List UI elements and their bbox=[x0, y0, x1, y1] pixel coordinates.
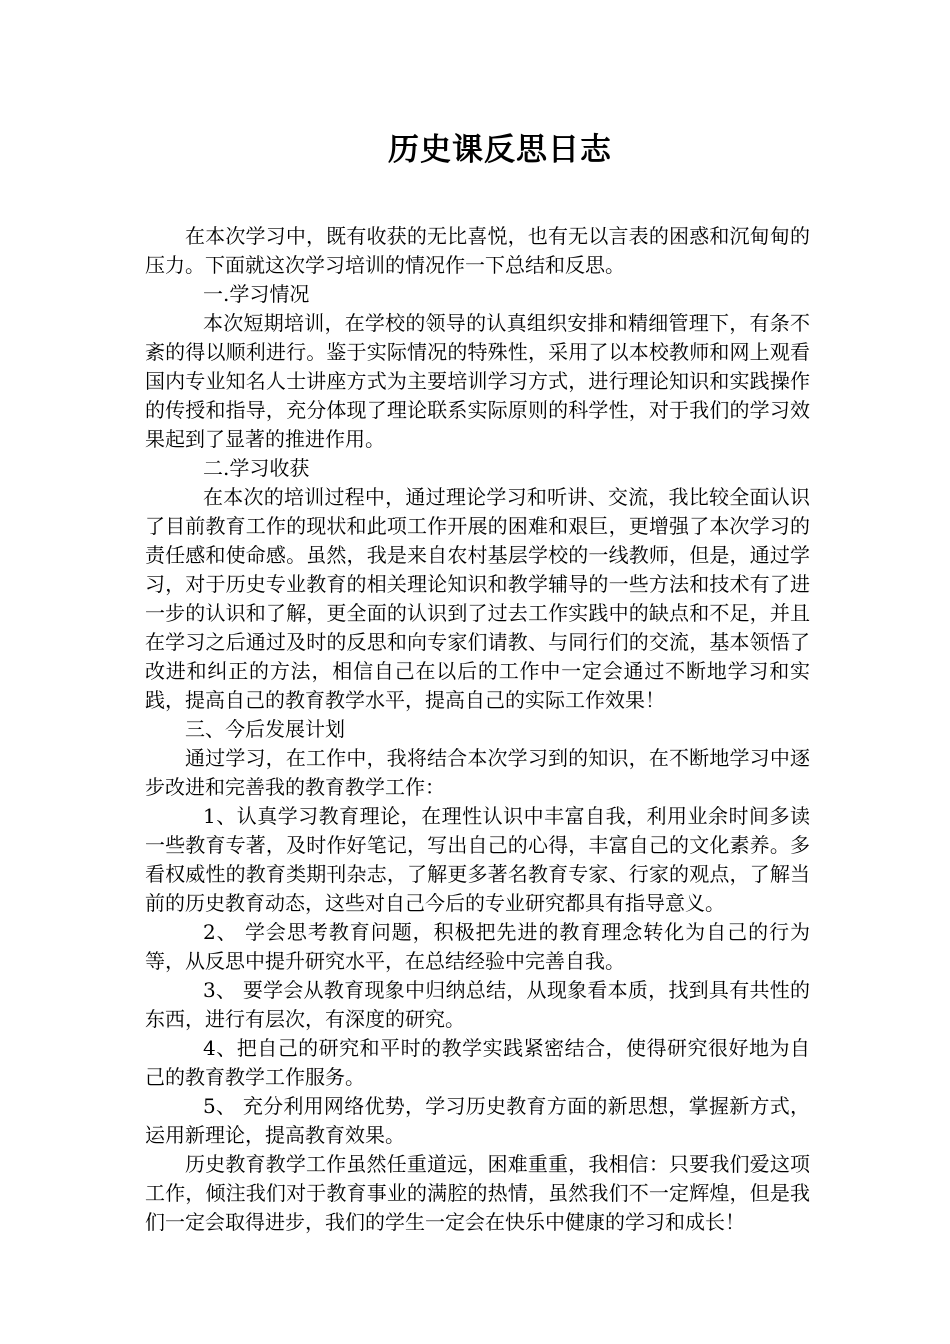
document-title: 历史课反思日志 bbox=[388, 132, 612, 168]
plan-item-2: 2、 学会思考教育问题，积极把先进的教育理念转化为自己的行为等，从反思中提升研究水平，在总结经验中完善自我。 bbox=[145, 920, 810, 973]
plan-item-1: 1、认真学习教育理论，在理性认识中丰富自我，利用业余时间多读一些教育专著，及时作好笔记，写出自己的心得，丰富自己的文化素养。多看权威性的教育类期刊杂志，了解更多著名教育专家、行家的观点，了解当前的历史教育动态，这些对自己今后的专业研究都具有指导意义。 bbox=[145, 804, 810, 915]
plan-item-4: 4、把自己的研究和平时的教学实践紧密结合，使得研究很好地为自己的教育教学工作服务。 bbox=[145, 1036, 810, 1089]
development-plan-intro: 通过学习，在工作中，我将结合本次学习到的知识，在不断地学习中逐步改进和完善我的教育教学工作： bbox=[145, 746, 810, 799]
learning-gains-paragraph: 在本次的培训过程中，通过理论学习和听讲、交流，我比较全面认识了目前教育工作的现状和此项工作开展的困难和艰巨，更增强了本次学习的责任感和使命感。虽然，我是来自农村基层学校的一线教师，但是，通过学习，对于历史专业教育的相关理论知识和教学辅导的一些方法和技术有了进一步的认识和了解，更全面的认识到了过去工作实践中的缺点和不足，并且在学习之后通过及时的反思和向专家们请教、与同行们的交流，基本领悟了改进和纠正的方法，相信自己在以后的工作中一定会通过不断地学习和实践，提高自己的教育教学水平，提高自己的实际工作效果！ bbox=[145, 485, 810, 712]
section-heading-development-plan: 三、今后发展计划 bbox=[185, 717, 345, 741]
conclusion-paragraph: 历史教育教学工作虽然任重道远，困难重重，我相信：只要我们爱这项工作，倾注我们对于教育事业的满腔的热情，虽然我们不一定辉煌，但是我们一定会取得进步，我们的学生一定会在快乐中健康的学习和成长！ bbox=[145, 1152, 810, 1234]
learning-situation-paragraph: 本次短期培训，在学校的领导的认真组织安排和精细管理下，有条不紊的得以顺利进行。鉴于实际情况的特殊性，采用了以本校教师和网上观看国内专业知名人士讲座方式为主要培训学习方式，进行理论知识和实践操作的传授和指导，充分体现了理论联系实际原则的科学性，对于我们的学习效果起到了显著的推进作用。 bbox=[145, 311, 810, 451]
document-body bbox=[145, 222, 810, 1237]
section-heading-learning-situation: 一.学习情况 bbox=[203, 282, 310, 306]
plan-item-5: 5、 充分利用网络优势，学习历史教育方面的新思想，掌握新方式，运用新理论，提高教育效果。 bbox=[145, 1094, 810, 1147]
intro-paragraph: 在本次学习中，既有收获的无比喜悦，也有无以言表的困惑和沉甸甸的压力。下面就这次学习培训的情况作一下总结和反思。 bbox=[145, 224, 810, 277]
section-heading-learning-gains: 二.学习收获 bbox=[203, 456, 310, 480]
plan-item-3: 3、 要学会从教育现象中归纳总结，从现象看本质，找到具有共性的东西，进行有层次，有深度的研究。 bbox=[145, 978, 810, 1031]
